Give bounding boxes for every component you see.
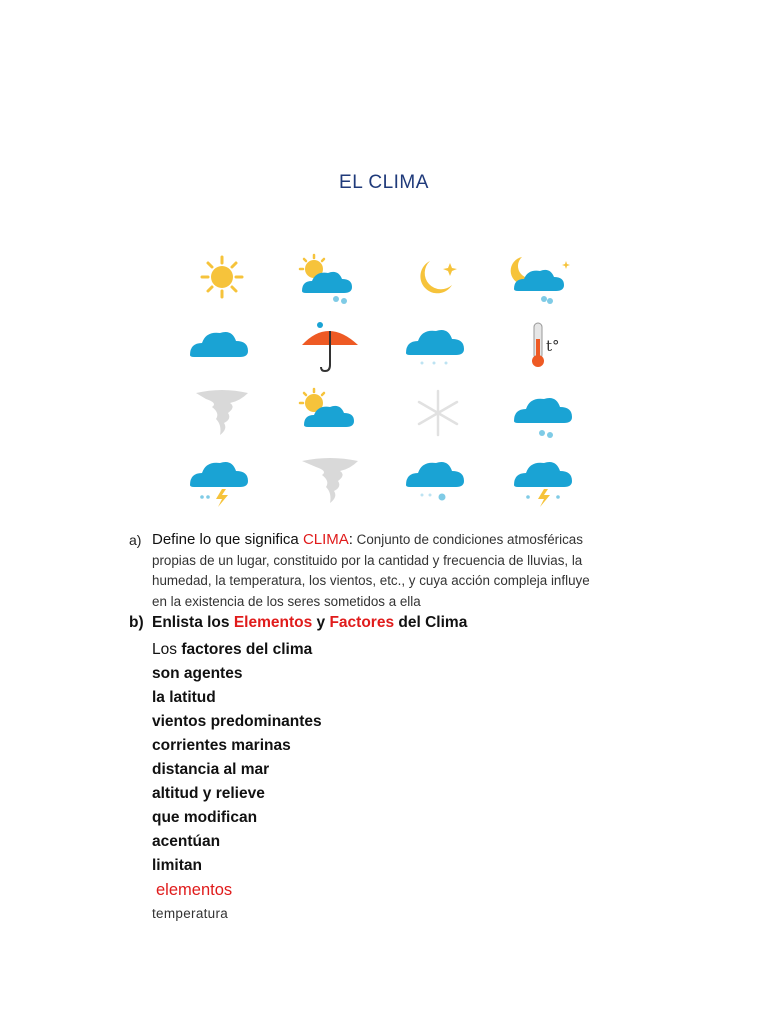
sun-icon <box>170 245 274 309</box>
list-item: acentúan <box>152 833 221 850</box>
list-item: temperatura <box>152 906 229 921</box>
question-a-answer-line: en la existencia de los seres sometidos a ella <box>152 593 421 609</box>
storm-cloud-icon <box>170 449 274 513</box>
question-a-first-line <box>152 530 659 551</box>
tornado-icon <box>278 449 382 513</box>
list-item: son agentes <box>152 665 243 682</box>
moon-star-icon <box>386 245 490 309</box>
question-a-answer-line: humedad, la temperatura, los vientos, etc., y cuya acción compleja influye <box>152 573 590 588</box>
question-a-marker: a) <box>129 532 142 548</box>
question-b-suffix: del Clima <box>394 614 468 631</box>
list-item: limitan <box>152 857 202 874</box>
storm-cloud-icon <box>494 449 598 513</box>
question-b-marker: b) <box>129 614 144 631</box>
list-item: distancia al mar <box>152 761 270 778</box>
clima-keyword: CLIMA <box>302 531 349 548</box>
cloud-rain-icon <box>494 381 598 445</box>
list-item: que modifican <box>152 809 258 826</box>
sun-cloud-icon <box>278 381 382 445</box>
sun-cloud-icon <box>278 245 382 309</box>
list-item: vientos predominantes <box>152 713 322 730</box>
moon-cloud-hail-icon <box>494 245 598 309</box>
question-a-colon: : <box>348 531 353 548</box>
thermometer-icon <box>494 313 598 377</box>
cloud-hail-icon <box>386 449 490 513</box>
question-a-answer-line: propias de un lugar, constituido por la cantidad y frecuencia de lluvias, la <box>152 552 583 568</box>
answer-list <box>152 638 552 926</box>
cloud-icon <box>170 313 274 377</box>
factores-keyword: Factores <box>329 614 395 631</box>
umbrella-rain-icon <box>278 313 382 377</box>
question-a-answer-first: Conjunto de condiciones atmosféricas <box>352 532 583 547</box>
question-a-prompt: Define lo que significa <box>152 531 303 548</box>
elementos-label: elementos <box>156 881 233 899</box>
elementos-keyword: Elementos <box>233 614 313 631</box>
list-item: corrientes marinas <box>152 737 291 754</box>
list-intro-prefix: Los <box>152 641 182 658</box>
list-intro-bold: factores del clima <box>181 641 313 658</box>
list-intro <box>152 638 552 662</box>
question-b-connector: y <box>312 614 330 631</box>
list-item: la latitud <box>152 689 216 706</box>
svg-text:t°: t° <box>546 337 560 355</box>
tornado-icon <box>170 381 274 445</box>
question-b <box>129 614 659 632</box>
question-a <box>129 530 659 612</box>
weather-icon-grid <box>170 245 600 505</box>
snowflake-icon <box>386 381 490 445</box>
list-item: altitud y relieve <box>152 785 265 802</box>
cloud-snow-icon <box>386 313 490 377</box>
page-title: EL CLIMA <box>339 172 429 193</box>
question-b-prompt: Enlista los <box>152 614 234 631</box>
